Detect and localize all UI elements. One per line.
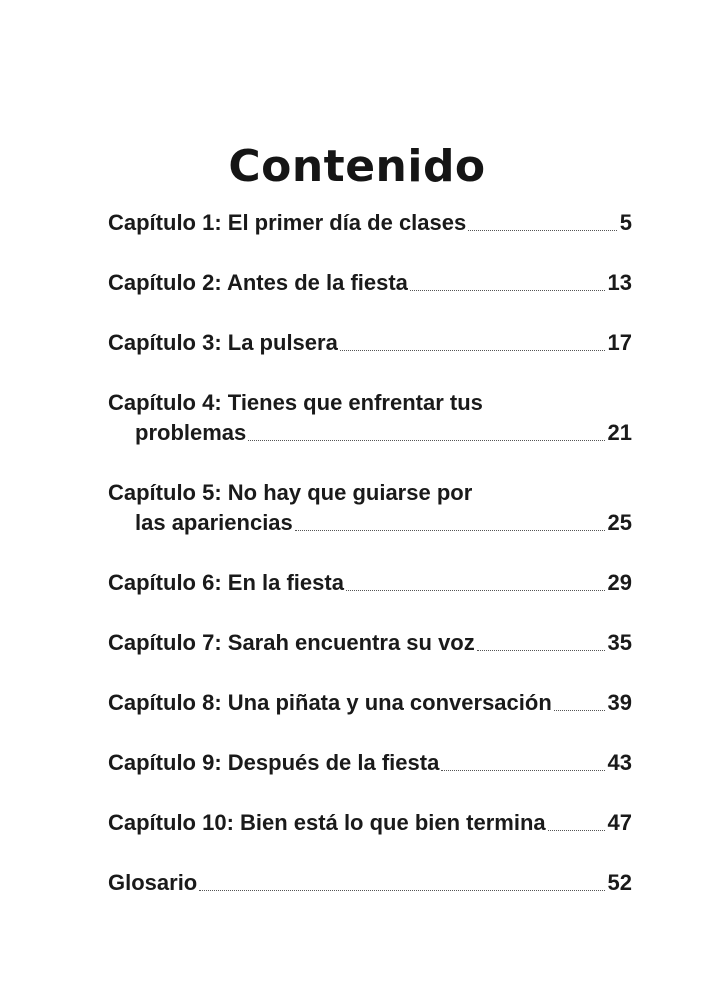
page-number: 39 bbox=[607, 690, 632, 715]
entry-label-line-1: Capítulo 4: Tienes que enfrentar tus bbox=[108, 390, 483, 415]
page-title: Contenido bbox=[228, 141, 486, 193]
entry-label: Capítulo 9: Después de la fiesta bbox=[108, 750, 440, 775]
toc-entry-chapter-9[interactable] bbox=[108, 748, 632, 778]
page-number: 25 bbox=[607, 510, 632, 535]
page-number: 35 bbox=[607, 630, 632, 655]
toc-entry-chapter-3[interactable] bbox=[108, 328, 632, 358]
page-number: 17 bbox=[607, 330, 632, 355]
toc-entry-chapter-2[interactable] bbox=[108, 268, 632, 298]
toc-entry-chapter-1[interactable] bbox=[108, 208, 632, 238]
toc-entry-chapter-7[interactable] bbox=[108, 628, 632, 658]
toc-entry-chapter-4[interactable] bbox=[108, 388, 632, 448]
toc-entry-chapter-10[interactable] bbox=[108, 808, 632, 838]
dot-leader bbox=[346, 590, 605, 591]
entry-label: Capítulo 1: El primer día de clases bbox=[108, 210, 467, 235]
page-number: 13 bbox=[607, 270, 632, 295]
page-number: 43 bbox=[607, 750, 632, 775]
dot-leader bbox=[554, 710, 605, 711]
page-number: 29 bbox=[607, 570, 632, 595]
dot-leader bbox=[248, 440, 604, 441]
page-number: 21 bbox=[607, 420, 632, 445]
dot-leader bbox=[477, 650, 605, 651]
entry-label: Capítulo 3: La pulsera bbox=[108, 330, 338, 355]
entry-label: Glosario bbox=[108, 870, 198, 895]
table-of-contents bbox=[108, 208, 632, 898]
toc-entry-chapter-5[interactable] bbox=[108, 478, 632, 538]
dot-leader bbox=[441, 770, 604, 771]
page-number: 47 bbox=[607, 810, 632, 835]
entry-label-line-2: las apariencias bbox=[135, 510, 293, 535]
entry-label: Capítulo 10: Bien está lo que bien termina bbox=[108, 810, 546, 835]
entry-label: Capítulo 2: Antes de la fiesta bbox=[108, 270, 408, 295]
dot-leader bbox=[548, 830, 605, 831]
dot-leader bbox=[468, 230, 617, 231]
entry-label: Capítulo 7: Sarah encuentra su voz bbox=[108, 630, 475, 655]
toc-entry-glossary[interactable] bbox=[108, 868, 632, 898]
entry-label: Capítulo 6: En la fiesta bbox=[108, 570, 344, 595]
toc-entry-chapter-6[interactable] bbox=[108, 568, 632, 598]
page-number: 52 bbox=[607, 870, 632, 895]
entry-label-line-1: Capítulo 5: No hay que guiarse por bbox=[108, 480, 473, 505]
entry-label-line-2: problemas bbox=[135, 420, 247, 445]
dot-leader bbox=[410, 290, 605, 291]
dot-leader bbox=[340, 350, 605, 351]
entry-label: Capítulo 8: Una piñata y una conversación bbox=[108, 690, 552, 715]
dot-leader bbox=[295, 530, 605, 531]
page-number: 5 bbox=[619, 210, 632, 235]
dot-leader bbox=[199, 890, 604, 891]
toc-entry-chapter-8[interactable] bbox=[108, 688, 632, 718]
